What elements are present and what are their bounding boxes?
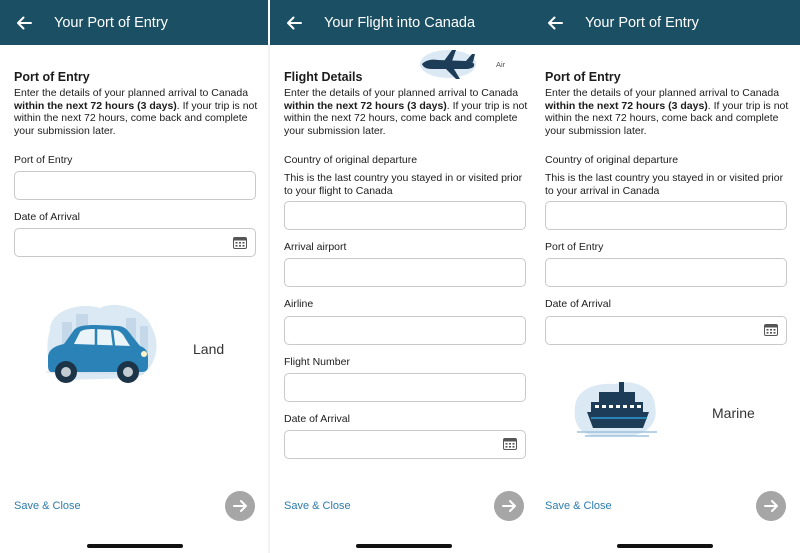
arrival-airport-input[interactable] bbox=[284, 258, 526, 287]
next-button[interactable] bbox=[225, 491, 255, 521]
country-of-departure-help: This is the last country you stayed in or visited prior to your arrival in Canada bbox=[545, 172, 784, 197]
intro-text: Enter the details of your planned arrival to Canada within the next 72 hours (3 days). If your trip is not within the next 72 hours, come back and complete your submission later. bbox=[545, 87, 789, 137]
port-of-entry-label: Port of Entry bbox=[14, 154, 73, 166]
next-button[interactable] bbox=[494, 491, 524, 521]
arrow-left-icon[interactable] bbox=[14, 13, 34, 33]
arrow-right-icon bbox=[762, 497, 780, 515]
calendar-icon[interactable] bbox=[233, 237, 247, 249]
flight-number-input[interactable] bbox=[284, 373, 526, 402]
airplane-illustration bbox=[418, 46, 480, 82]
airline-input[interactable] bbox=[284, 316, 526, 345]
date-of-arrival-input[interactable] bbox=[284, 430, 526, 459]
date-of-arrival-label: Date of Arrival bbox=[545, 298, 611, 310]
date-of-arrival-label: Date of Arrival bbox=[14, 211, 80, 223]
home-indicator bbox=[87, 544, 183, 548]
country-of-departure-label: Country of original departure bbox=[545, 154, 679, 166]
arrow-left-icon[interactable] bbox=[545, 13, 565, 33]
app-header bbox=[531, 0, 800, 45]
airline-label: Airline bbox=[284, 298, 314, 310]
calendar-icon[interactable] bbox=[764, 324, 778, 336]
header-title: Your Flight into Canada bbox=[324, 15, 476, 31]
intro-text: Enter the details of your planned arrival to Canada within the next 72 hours (3 days). If your trip is not within the next 72 hours, come back and complete your submission later. bbox=[284, 87, 528, 137]
port-of-entry-input[interactable] bbox=[545, 258, 787, 287]
screen-flight-into-canada bbox=[270, 0, 538, 553]
arrow-right-icon bbox=[231, 497, 249, 515]
app-header bbox=[270, 0, 538, 45]
screen-port-of-entry-marine bbox=[531, 0, 800, 553]
next-button[interactable] bbox=[756, 491, 786, 521]
country-of-departure-help: This is the last country you stayed in or visited prior to your flight to Canada bbox=[284, 172, 523, 197]
country-of-departure-input[interactable] bbox=[545, 201, 787, 230]
home-indicator bbox=[617, 544, 713, 548]
car-illustration bbox=[40, 300, 165, 390]
header-title: Your Port of Entry bbox=[585, 15, 699, 31]
port-of-entry-input[interactable] bbox=[14, 171, 256, 200]
date-of-arrival-label: Date of Arrival bbox=[284, 413, 350, 425]
mode-label-land: Land bbox=[193, 341, 225, 357]
arrow-left-icon[interactable] bbox=[284, 13, 304, 33]
arrival-airport-label: Arrival airport bbox=[284, 241, 347, 253]
date-of-arrival-input[interactable] bbox=[545, 316, 787, 345]
port-of-entry-label: Port of Entry bbox=[545, 241, 604, 253]
air-mode-label: Air bbox=[496, 60, 506, 69]
mode-label-marine: Marine bbox=[712, 405, 755, 421]
save-close-link[interactable]: Save & Close bbox=[545, 500, 612, 512]
calendar-icon[interactable] bbox=[503, 438, 517, 450]
app-header bbox=[0, 0, 268, 45]
section-title: Port of Entry bbox=[545, 70, 621, 84]
save-close-link[interactable]: Save & Close bbox=[284, 500, 351, 512]
date-of-arrival-input[interactable] bbox=[14, 228, 256, 257]
section-title: Flight Details bbox=[284, 70, 363, 84]
screen-port-of-entry-land bbox=[0, 0, 268, 553]
country-of-departure-input[interactable] bbox=[284, 201, 526, 230]
home-indicator bbox=[356, 544, 452, 548]
flight-number-label: Flight Number bbox=[284, 356, 350, 368]
header-title: Your Port of Entry bbox=[54, 15, 168, 31]
ship-illustration bbox=[571, 378, 661, 440]
country-of-departure-label: Country of original departure bbox=[284, 154, 418, 166]
section-title: Port of Entry bbox=[14, 70, 90, 84]
intro-text: Enter the details of your planned arrival to Canada within the next 72 hours (3 days). If your trip is not within the next 72 hours, come back and complete your submission later. bbox=[14, 87, 258, 137]
arrow-right-icon bbox=[500, 497, 518, 515]
save-close-link[interactable]: Save & Close bbox=[14, 500, 81, 512]
